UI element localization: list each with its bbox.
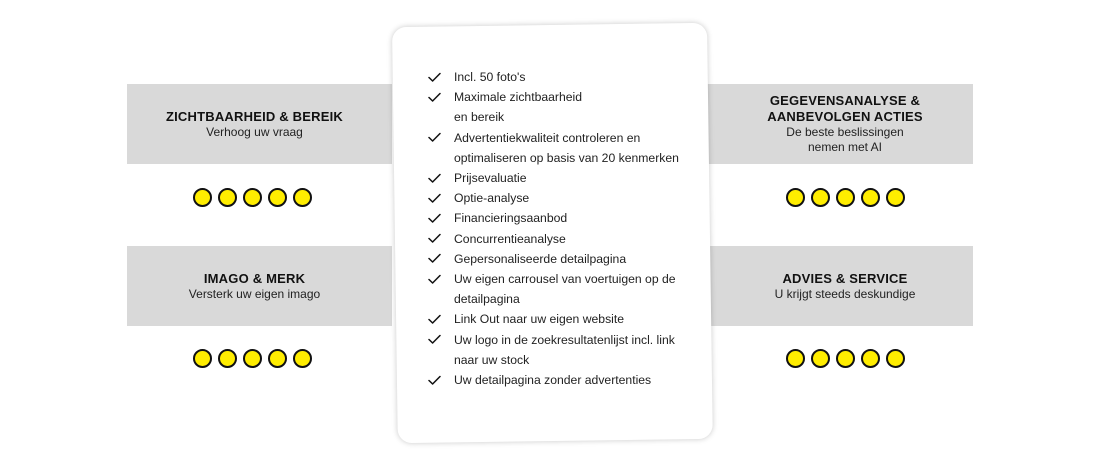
panel-subtitle: De beste beslissingen nemen met AI [786, 125, 904, 154]
rating-dot-icon [243, 188, 262, 207]
feature-item [428, 128, 688, 168]
check-icon [428, 229, 454, 249]
check-icon [428, 128, 454, 148]
feature-text: Link Out naar uw eigen website [454, 312, 625, 327]
feature-item [428, 208, 688, 228]
rating-dot-icon [786, 349, 805, 368]
feature-text: Concurrentieanalyse [454, 231, 566, 246]
panel-title: ZICHTBAARHEID & BEREIK [165, 108, 343, 124]
check-icon [428, 309, 454, 329]
feature-item [428, 269, 688, 309]
feature-text: Incl. 50 foto's [454, 70, 526, 84]
rating-dot-icon [886, 188, 905, 207]
feature-text: Uw eigen carrousel van voertuigen op de detailpagina [454, 272, 676, 307]
rating-advice-service [786, 349, 905, 368]
check-icon [428, 67, 454, 87]
feature-item [428, 229, 688, 249]
check-icon [428, 208, 454, 228]
check-icon [428, 269, 454, 289]
panel-advice-service [707, 246, 973, 326]
rating-image-brand [193, 349, 312, 368]
feature-text: Maximale zichtbaarheid en bereik [454, 90, 583, 125]
rating-dot-icon [836, 349, 855, 368]
panel-subtitle: Versterk uw eigen imago [188, 286, 321, 301]
check-icon [428, 370, 454, 390]
rating-data-analysis [786, 188, 905, 207]
rating-dot-icon [293, 349, 312, 368]
rating-dot-icon [786, 188, 805, 207]
panel-image-brand [127, 246, 392, 326]
panel-title: ADVIES & SERVICE [782, 270, 908, 286]
panel-title: GEGEVENSANALYSE & AANBEVOLGEN ACTIES [767, 93, 923, 124]
feature-item [428, 249, 688, 269]
rating-dot-icon [268, 188, 287, 207]
rating-dot-icon [293, 188, 312, 207]
rating-dot-icon [218, 349, 237, 368]
feature-item [428, 370, 688, 390]
feature-item [428, 168, 688, 188]
feature-item [428, 87, 688, 127]
rating-dot-icon [861, 349, 880, 368]
check-icon [428, 188, 454, 208]
rating-dot-icon [193, 349, 212, 368]
rating-dot-icon [886, 349, 905, 368]
feature-text: Advertentiekwaliteit controleren en optimaliseren op basis van 20 kenmerken [454, 130, 679, 165]
rating-dot-icon [193, 188, 212, 207]
check-icon [428, 330, 454, 350]
feature-text: Uw logo in de zoekresultatenlijst incl. link naar uw stock [454, 332, 675, 367]
rating-dot-icon [243, 349, 262, 368]
panel-data-analysis [707, 84, 973, 164]
rating-dot-icon [861, 188, 880, 207]
panel-visibility-reach [127, 84, 392, 164]
feature-item [428, 330, 688, 370]
feature-text: Prijsevaluatie [454, 171, 527, 186]
rating-dot-icon [811, 349, 830, 368]
panel-title: IMAGO & MERK [203, 270, 306, 286]
rating-dot-icon [268, 349, 287, 368]
feature-text: Uw detailpagina zonder advertenties [454, 373, 652, 388]
feature-text: Financieringsaanbod [454, 211, 568, 226]
panel-subtitle: Verhoog uw vraag [206, 124, 303, 139]
feature-text: Optie-analyse [454, 191, 530, 206]
feature-item [428, 67, 688, 87]
feature-text: Gepersonaliseerde detailpagina [454, 251, 627, 266]
rating-dot-icon [218, 188, 237, 207]
feature-item [428, 188, 688, 208]
check-icon [428, 249, 454, 269]
check-icon [428, 87, 454, 107]
rating-dot-icon [811, 188, 830, 207]
feature-item [428, 309, 688, 329]
check-icon [428, 168, 454, 188]
rating-dot-icon [836, 188, 855, 207]
feature-list [428, 67, 688, 390]
panel-subtitle: U krijgt steeds deskundige [774, 286, 916, 301]
rating-visibility-reach [193, 188, 312, 207]
